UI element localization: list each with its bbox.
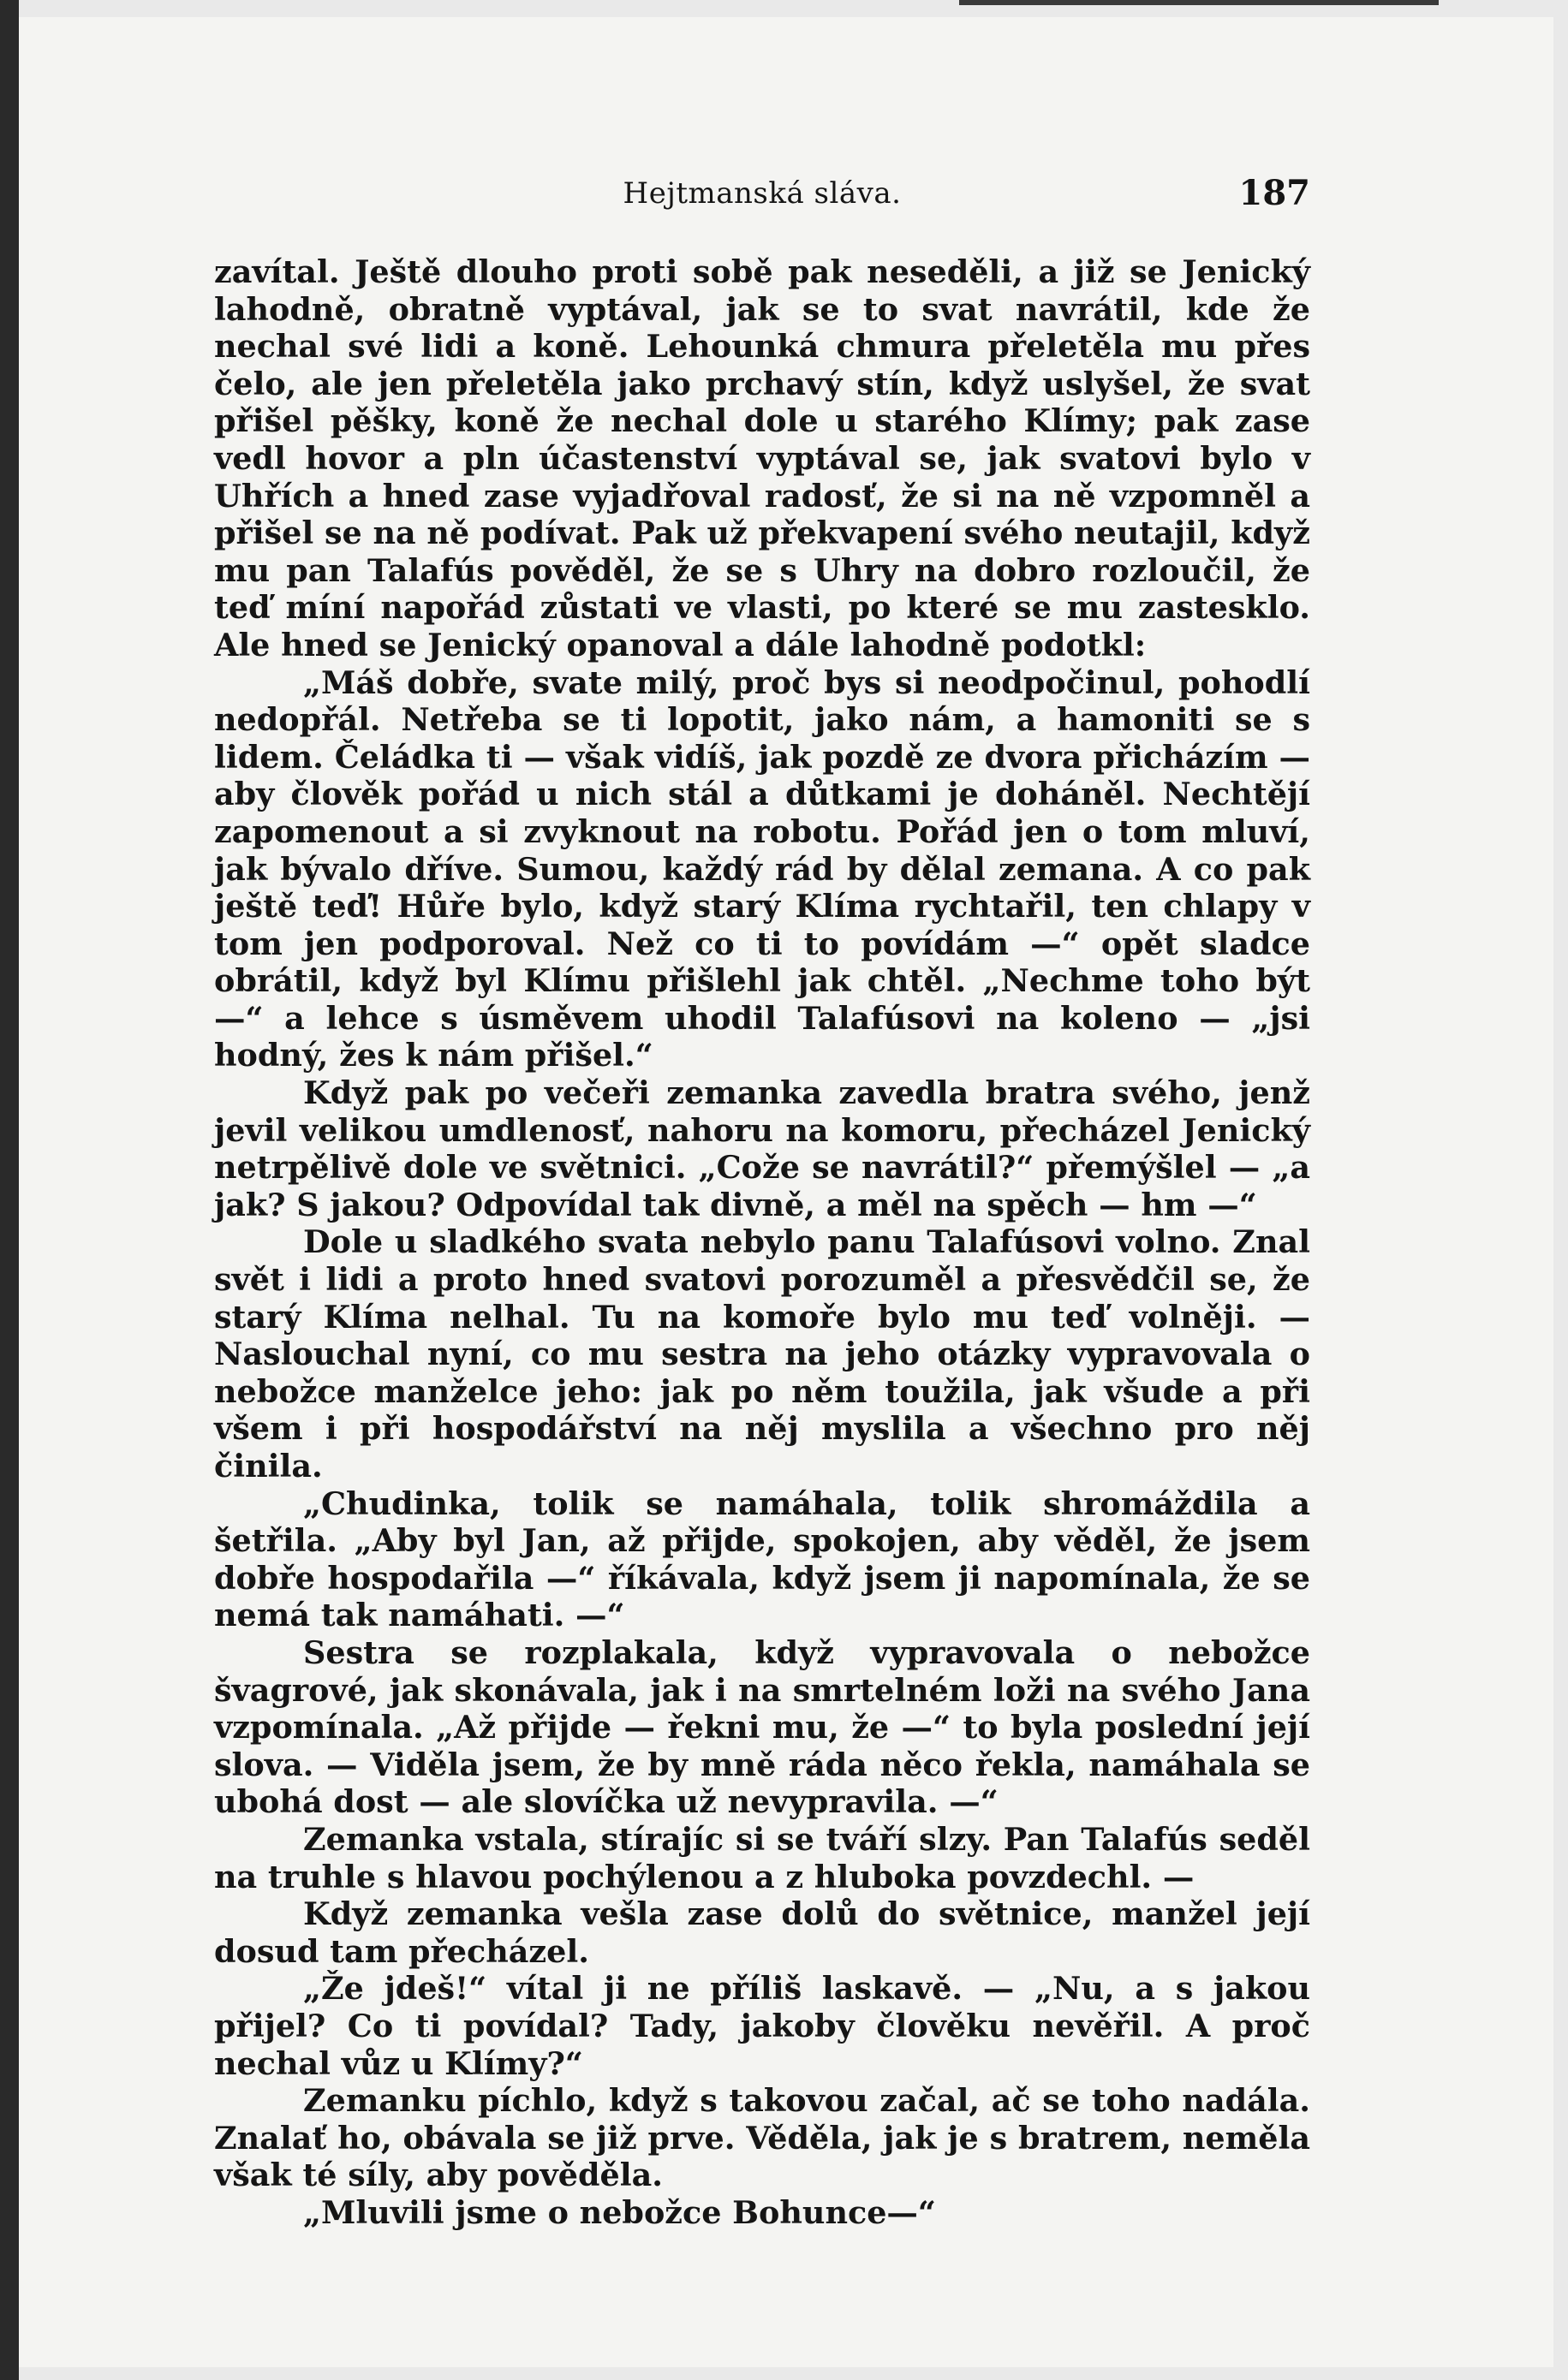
running-title: Hejtmanská sláva. (623, 176, 902, 211)
paragraph: „Chudinka, tolik se namáhala, tolik shromáždila a šetřila. „Aby byl Jan, až přijde, spokojen, aby věděl, že jsem dobře hospodařila —“ říkávala, když jsem ji napomínala, že se nemá tak namáhati. —“ (214, 1485, 1310, 1634)
paragraph: Zemanku píchlo, když s takovou začal, ač se toho nadála. Znalať ho, obávala se již prve. Věděla, jak je s bratrem, neměla však té síly, aby pověděla. (214, 2082, 1310, 2194)
paragraph: „Máš dobře, svate milý, proč bys si neodpočinul, pohodlí nedopřál. Netřeba se ti lopotit, jako nám, a hamoniti se s lidem. Čeládka ti — však vidíš, jak pozdě ze dvora přicházím — aby člověk pořád u nich stál a důtkami je doháněl. Nechtějí zapomenout a si zvyknout na robotu. Pořád jen o tom mluví, jak bývalo dříve. Sumou, každý rád by dělal zemana. A co pak ještě teď! Hůře bylo, když starý Klíma rychtařil, ten chlapy v tom jen podporoval. Než co ti to povídám —“ opět sladce obrátil, když byl Klímu přišlehl jak chtěl. „Nechme toho být —“ a lehce s úsměvem uhodil Talafúsovi na koleno — „jsi hodný, žes k nám přišel.“ (214, 663, 1310, 1074)
paragraph: Dole u sladkého svata nebylo panu Talafúsovi volno. Znal svět i lidi a proto hned svatovi porozuměl a přesvědčil se, že starý Klíma nelhal. Tu na komoře bylo mu teď volněji. — Naslouchal nyní, co mu sestra na jeho otázky vypravovala o nebožce manželce jeho: jak po něm toužila, jak všude a při všem i při hospodářství na něj myslila a všechno pro něj činila. (214, 1223, 1310, 1485)
scan-top-edge (959, 0, 1439, 5)
paragraph: Když zemanka vešla zase dolů do světnice, manžel její dosud tam přecházel. (214, 1895, 1310, 1970)
page-header (214, 171, 1310, 219)
scan-left-edge (0, 0, 19, 2380)
paragraph: Zemanka vstala, stírajíc si se tváří slzy. Pan Talafús seděl na truhle s hlavou pochýlenou a z hluboka povzdechl. — (214, 1820, 1310, 1895)
page-number: 187 (1238, 173, 1310, 213)
body-text (214, 253, 1310, 2231)
paragraph: „Mluvili jsme o nebožce Bohunce—“ (303, 2193, 936, 2231)
paragraph: zavítal. Ještě dlouho proti sobě pak neseděli, a již se Jenický lahodně, obratně vyptával, jak se to svat navrátil, kde že nechal své lidi a koně. Lehounká chmura přeletěla mu přes čelo, ale jen přeletěla jako prchavý stín, když uslyšel, že svat přišel pěšky, koně že nechal dole u starého Klímy; pak zase vedl hovor a pln účastenství vyptával se, jak svatovi bylo v Uhřích a hned zase vyjadřoval radosť, že si na ně vzpomněl a přišel se na ně podívat. Pak už překvapení svého neutajil, když mu pan Talafús pověděl, že se s Uhry na dobro rozloučil, že teď míní napořád zůstati ve vlasti, po které se mu zastesklo. Ale hned se Jenický opanoval a dále lahodně podotkl: (214, 253, 1310, 663)
paragraph: Sestra se rozplakala, když vypravovala o nebožce švagrové, jak skonávala, jak i na smrtelném loži na svého Jana vzpomínala. „Až přijde — řekni mu, že —“ to byla poslední její slova. — Viděla jsem, že by mně ráda něco řekla, namáhala se ubohá dost — ale slovíčka už nevypravila. —“ (214, 1633, 1310, 1821)
paragraph: „Že jdeš!“ vítal ji ne příliš laskavě. — „Nu, a s jakou přijel? Co ti povídal? Tady, jakoby člověku nevěřil. A proč nechal vůz u Klímy?“ (214, 1970, 1310, 2082)
paragraph: Když pak po večeři zemanka zavedla bratra svého, jenž jevil velikou umdlenosť, nahoru na komoru, přecházel Jenický netrpělivě dole ve světnici. „Cože se navrátil?“ přemýšlel — „a jak? S jakou? Odpovídal tak divně, a měl na spěch — hm —“ (214, 1074, 1310, 1223)
